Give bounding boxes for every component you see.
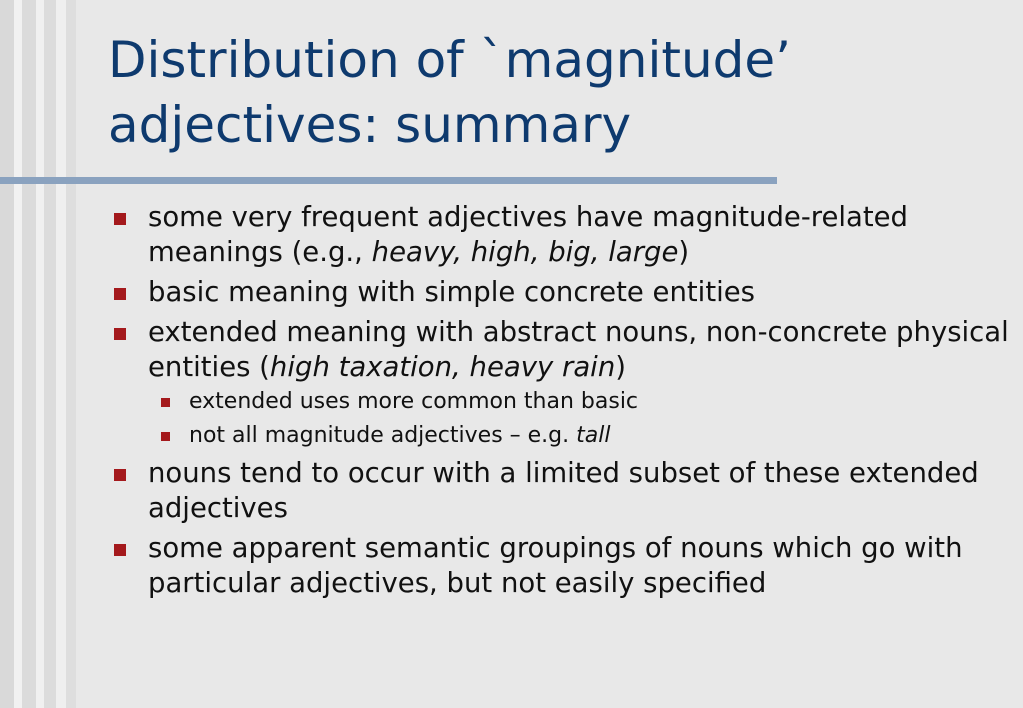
square-bullet-icon (161, 432, 170, 441)
square-bullet-icon (114, 213, 126, 225)
stripe (66, 0, 76, 708)
sub-bullet-item (110, 422, 1010, 450)
square-bullet-icon (114, 328, 126, 340)
sub-bullet-text: not all magnitude adjectives – e.g. (189, 423, 577, 448)
stripe (14, 0, 22, 708)
bullet-text: extended meaning with abstract nouns, non-concrete physical entities ( (148, 316, 1009, 383)
bullet-item (110, 275, 1010, 310)
sub-bullet-italic-example: tall (576, 423, 611, 448)
slide-title (108, 28, 988, 158)
bullet-text-end: ) (615, 351, 626, 383)
stripe (44, 0, 56, 708)
bullet-item (110, 200, 1010, 270)
title-underline (0, 177, 777, 184)
title-line-1: Distribution of `magnitude’ (108, 31, 792, 89)
square-bullet-icon (114, 544, 126, 556)
bullet-text-end: ) (678, 236, 690, 268)
stripe (36, 0, 44, 708)
bullet-text: nouns tend to occur with a limited subset of these extended adjectives (148, 457, 979, 524)
bullet-item (110, 531, 1010, 601)
bullet-item (110, 456, 1010, 526)
decorative-stripes (0, 0, 90, 708)
square-bullet-icon (114, 288, 126, 300)
bullet-item (110, 315, 1010, 385)
bullet-italic-examples: high taxation, heavy rain (269, 351, 616, 383)
bullet-text: basic meaning with simple concrete entities (148, 276, 755, 308)
square-bullet-icon (114, 469, 126, 481)
square-bullet-icon (161, 398, 170, 407)
sub-bullet-text: extended uses more common than basic (189, 389, 639, 414)
bullet-italic-examples: heavy, high, big, large (371, 236, 679, 268)
bullet-text: some very frequent adjectives have magnitude-related meanings (e.g., (148, 201, 909, 268)
title-line-2: adjectives: summary (108, 96, 632, 154)
bullet-list (110, 200, 1010, 606)
stripe (76, 0, 90, 708)
sub-bullet-item (110, 388, 1010, 416)
stripe (22, 0, 36, 708)
stripe (56, 0, 66, 708)
stripe (0, 0, 14, 708)
bullet-text: some apparent semantic groupings of nouns which go with particular adjectives, but not easily specified (148, 532, 963, 599)
sub-bullet-list (110, 388, 1010, 450)
